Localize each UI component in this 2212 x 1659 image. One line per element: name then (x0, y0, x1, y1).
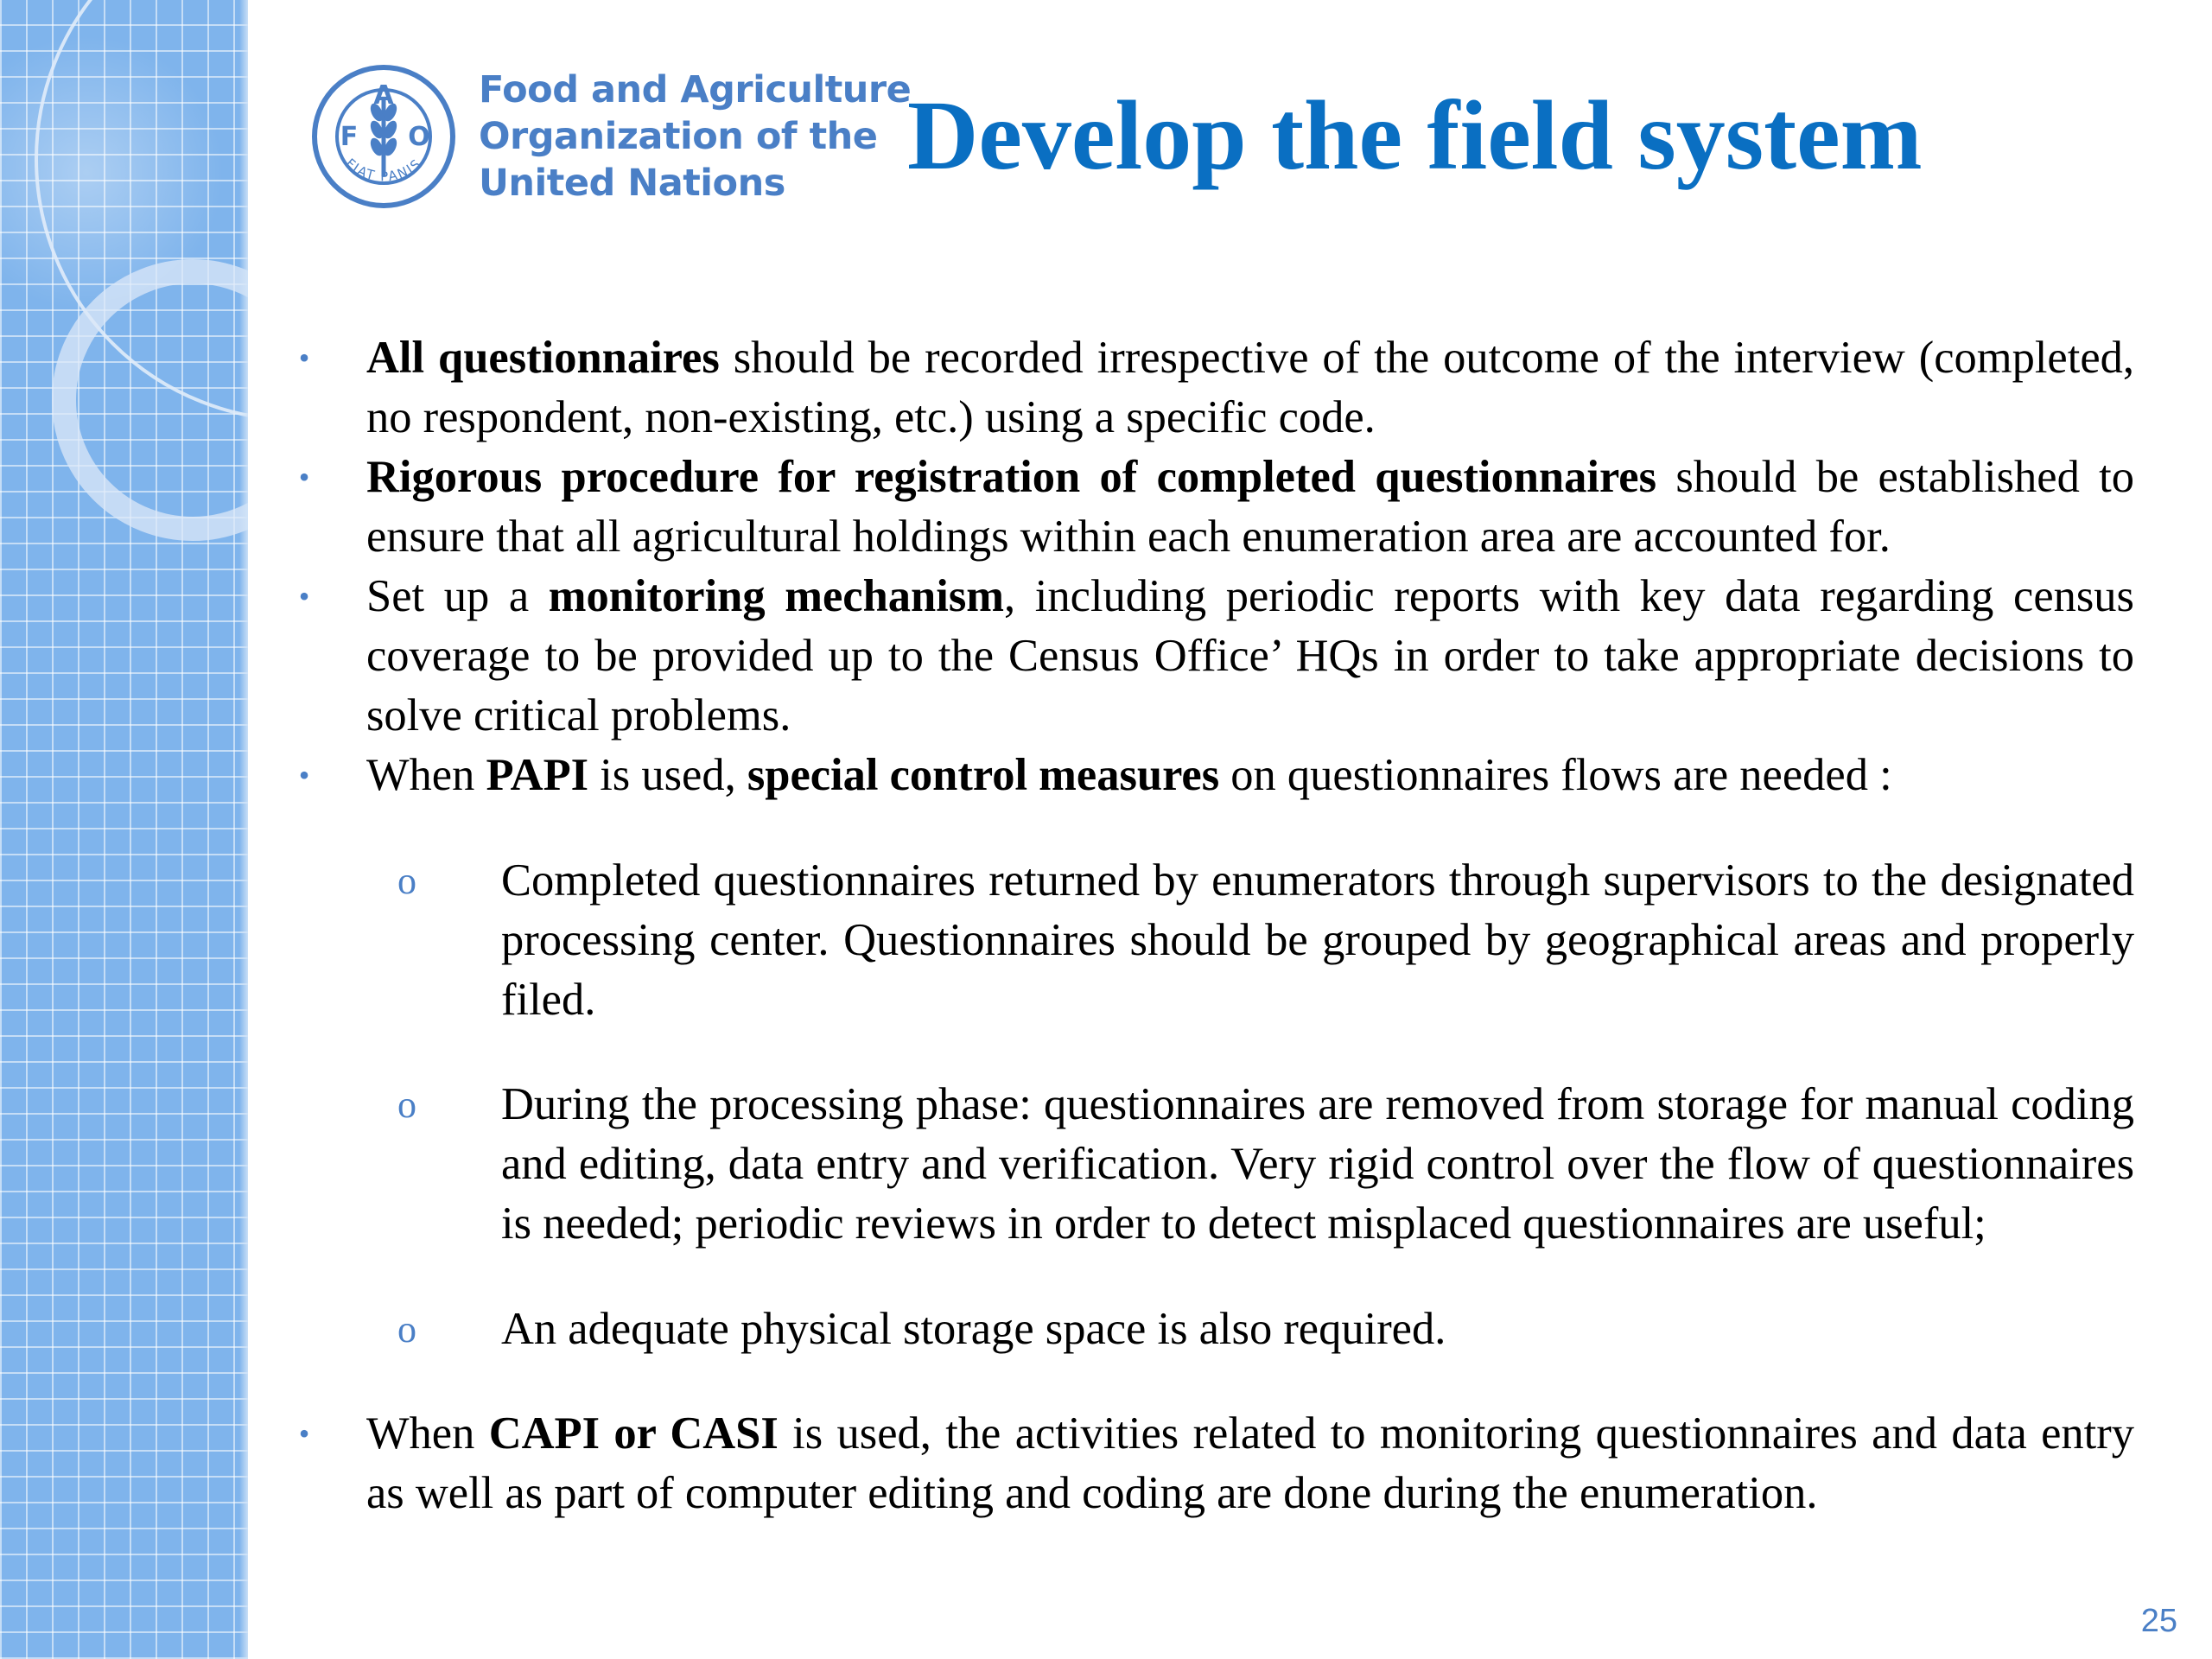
bullet-text: on questionnaires flows are needed : (1219, 750, 1892, 800)
sub-bullet-item (397, 851, 2134, 1030)
fao-emblem-icon (309, 62, 458, 211)
logo-line-1: Food and Agriculture (479, 68, 912, 111)
decorative-side-strip (0, 0, 248, 1659)
bullet-emphasis: special control measures (747, 750, 1220, 800)
sub-bullet-item (397, 1075, 2134, 1254)
logo-wordmark (479, 67, 911, 207)
bullet-emphasis: monitoring mechanism (548, 571, 1004, 621)
bullet-icon: • (298, 758, 310, 792)
bullet-emphasis: CAPI or CASI (488, 1408, 779, 1459)
sub-bullet-text: An adequate physical storage space is also required. (501, 1303, 1446, 1354)
sub-bullet-icon: o (397, 859, 416, 902)
sub-bullet-item (397, 1300, 2134, 1359)
logo-line-2: Organization of the (479, 115, 878, 158)
slide-title: Develop the field system (907, 80, 1923, 190)
emblem-letter-a: A (373, 80, 394, 111)
bullet-text: should be established to ensure that all agricultural holdings within each enumeration area are accounted for. (366, 452, 2134, 562)
bullet-item (294, 448, 2134, 567)
bullet-icon: • (298, 579, 310, 613)
bullet-text: When (366, 750, 486, 800)
emblem-letter-f: F (340, 122, 359, 152)
bullet-item (294, 567, 2134, 746)
bullet-text: When (366, 1408, 489, 1459)
bullet-text: is used, (588, 750, 747, 800)
logo-line-3: United Nations (479, 162, 785, 205)
bullet-emphasis: Rigorous procedure for registration of completed questionnaires (366, 452, 1657, 502)
emblem-letter-o: O (408, 122, 430, 152)
bullet-item (294, 746, 2134, 805)
bullet-icon: • (298, 460, 310, 494)
bullet-text: should be recorded irrespective of the outcome of the interview (completed, no respondent, non-existing, etc.) using a specific code. (366, 333, 2134, 442)
fao-logo (309, 62, 911, 211)
sub-bullet-icon: o (397, 1084, 416, 1126)
sub-bullet-text: Completed questionnaires returned by enumerators through supervisors to the designated processing center. Questionnaires should be grouped by geographical areas and properly filed. (501, 855, 2134, 1025)
slide-body (294, 328, 2134, 1523)
bullet-emphasis: All questionnaires (366, 333, 720, 383)
sub-bullet-text: During the processing phase: questionnaires are removed from storage for manual coding and editing, data entry and verification. Very rigid control over the flow of questionnaires is needed; periodic reviews in order to detect misplaced questionnaires are useful; (501, 1079, 2134, 1249)
emblem-motto: FIAT PANIS (342, 155, 425, 185)
bullet-text: is used, the activities related to monitoring questionnaires and data entry as well as part of computer editing and coding are done during the enumeration. (366, 1408, 2134, 1518)
bullet-item (294, 328, 2134, 448)
bullet-text: Set up a (366, 571, 549, 621)
bullet-text: , including periodic reports with key data regarding census coverage to be provided up to the Census Office’ HQs in order to take appropriate decisions to solve critical problems. (366, 571, 2134, 741)
bullet-item (294, 1404, 2134, 1523)
page-number: 25 (2140, 1603, 2177, 1639)
bullet-emphasis: PAPI (486, 750, 589, 800)
bullet-icon: • (298, 340, 310, 375)
sub-bullet-icon: o (397, 1307, 416, 1351)
bullet-icon: • (298, 1416, 310, 1451)
